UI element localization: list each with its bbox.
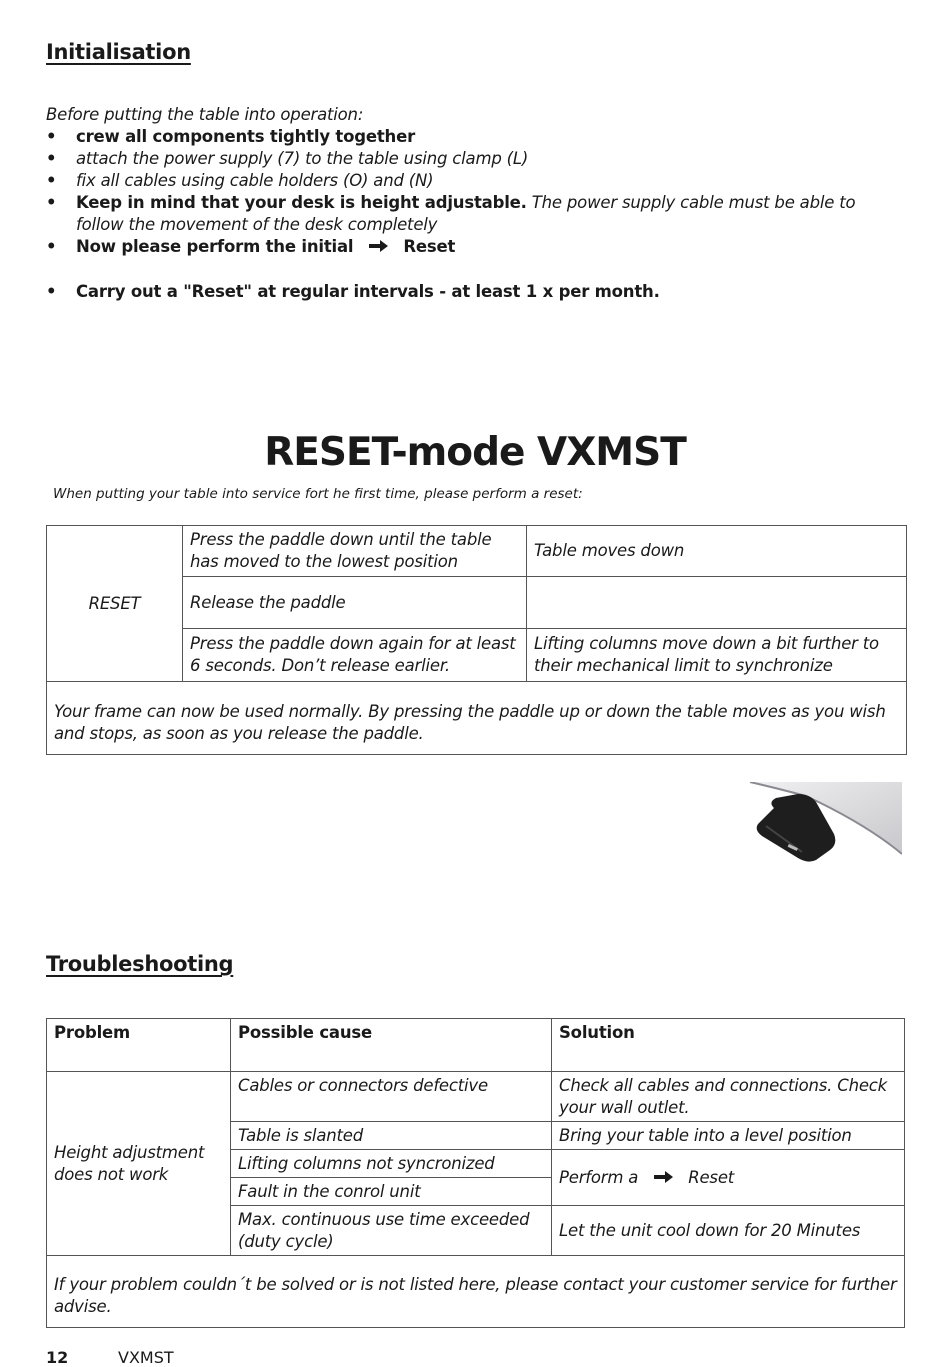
problem-cell: Height adjustment does not work [47,1072,231,1256]
header-cause: Possible cause [231,1019,552,1072]
page-number: 12 [46,1348,69,1367]
solution-cell: Let the unit cool down for 20 Minutes [552,1206,905,1256]
cause-cell: Table is slanted [231,1122,552,1150]
solution-cell [552,1150,905,1206]
table-row [47,526,907,577]
reset-mode-title: RESET-mode VXMST [264,430,686,475]
header-solution: Solution [552,1019,905,1072]
troubleshooting-heading: Troubleshooting [46,952,234,976]
list-item-text: fix all cables using cable holders (O) and (N) [76,171,434,190]
reset-note: Your frame can now be used normally. By pressing the paddle up or down the table moves as you wish and stops, as soon as you release the paddle. [47,682,907,755]
reset-link-text: Reset [688,1167,735,1187]
reset-subtitle: When putting your table into service fort he first time, please perform a reset: [53,486,583,502]
list-item-italic-text: The power supply cable must be able to follow the movement of the desk completely [76,193,856,234]
list-item-bold-text: Keep in mind that your desk is height adjustable. [76,193,527,212]
solution-cell: Bring your table into a level position [552,1122,905,1150]
result-cell: Table moves down [527,526,907,577]
reset-table [46,525,907,755]
initialisation-list [46,126,906,303]
table-header-row [47,1019,905,1072]
step-cell: Press the paddle down until the table has moved to the lowest position [183,526,527,577]
cause-cell: Lifting columns not syncronized [231,1150,552,1178]
solution-cell: Check all cables and connections. Check your wall outlet. [552,1072,905,1122]
cause-cell: Cables or connectors defective [231,1072,552,1122]
table-row [47,1072,905,1122]
result-cell [527,577,907,629]
initialisation-heading: Initialisation [46,40,191,64]
cause-cell: Fault in the conrol unit [231,1178,552,1206]
footer-model: VXMST [118,1348,174,1367]
list-item [46,148,906,170]
list-item-text: Now please perform the initial [76,237,354,256]
list-item [46,126,906,148]
perform-text: Perform a [559,1167,639,1187]
step-cell: Press the paddle down again for at least 6 seconds. Don’t release earlier. [183,629,527,682]
troubleshooting-table [46,1018,905,1328]
list-item [46,281,906,303]
table-row [47,682,907,755]
list-item-text: Carry out a "Reset" at regular intervals - at least 1 x per month. [76,282,660,301]
step-cell: Release the paddle [183,577,527,629]
intro-text: Before putting the table into operation: [46,105,364,124]
reset-link-text: Reset [403,237,456,256]
table-row [47,1256,905,1328]
list-item-text: crew all components tightly together [76,127,416,146]
paddle-image [746,782,902,866]
list-item [46,236,906,258]
reset-label: RESET [47,526,183,682]
initialisation-section [46,104,906,303]
cause-cell: Max. continuous use time exceeded (duty cycle) [231,1206,552,1256]
troubleshooting-note: If your problem couldn´t be solved or is not listed here, please contact your customer service for further advise. [47,1256,905,1328]
right-arrow-icon [654,1170,674,1184]
list-item [46,170,906,192]
result-cell: Lifting columns move down a bit further to their mechanical limit to synchronize [527,629,907,682]
header-problem: Problem [47,1019,231,1072]
list-item-text: attach the power supply (7) to the table using clamp (L) [76,149,529,168]
list-item [46,192,906,236]
right-arrow-icon [369,239,389,253]
